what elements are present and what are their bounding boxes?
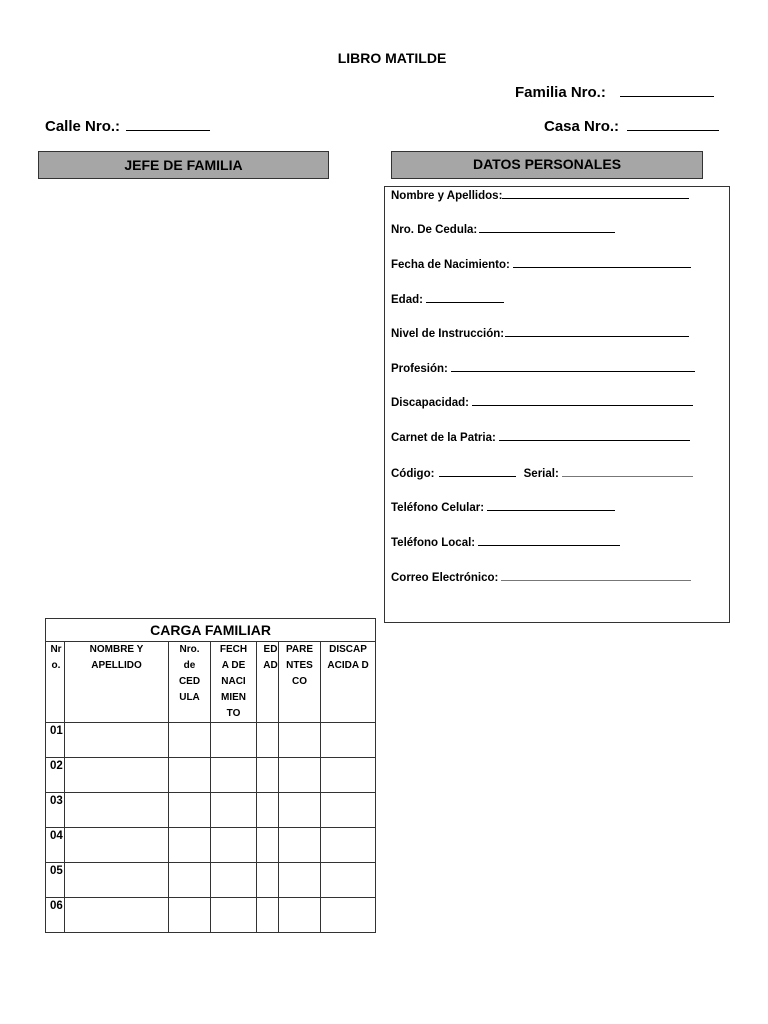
row-number: 06 (46, 898, 65, 933)
casa-label: Casa Nro.: (544, 118, 620, 135)
cell-discapacidad[interactable] (321, 898, 376, 933)
familia-input-line[interactable] (620, 96, 714, 97)
datos-personales-header: DATOS PERSONALES (391, 151, 703, 179)
cell-nombre[interactable] (65, 793, 169, 828)
discapacidad-label: Discapacidad: (391, 397, 469, 409)
cell-cedula[interactable] (169, 723, 211, 758)
nacimiento-input-line[interactable] (513, 267, 691, 268)
instruccion-row (391, 328, 689, 340)
codigo-label: Código: (391, 468, 435, 480)
table-row (46, 758, 376, 793)
carga-familiar-title: CARGA FAMILIAR (46, 619, 376, 642)
table-row (46, 863, 376, 898)
nacimiento-label: Fecha de Nacimiento: (391, 259, 510, 271)
carnet-row (391, 432, 690, 444)
cell-nombre[interactable] (65, 828, 169, 863)
familia-field (515, 84, 714, 101)
local-label: Teléfono Local: (391, 537, 476, 549)
edad-label: Edad: (391, 294, 423, 306)
edad-input-line[interactable] (426, 302, 504, 303)
cell-fecha[interactable] (211, 723, 257, 758)
cell-nombre[interactable] (65, 898, 169, 933)
cell-parentesco[interactable] (279, 828, 321, 863)
edad-row (391, 294, 504, 306)
col-header-discapacidad: DISCAP ACIDA D (321, 642, 376, 723)
cell-nombre[interactable] (65, 723, 169, 758)
cell-parentesco[interactable] (279, 793, 321, 828)
col-header-edad: EDAD (257, 642, 279, 723)
nombre-input-line[interactable] (502, 198, 689, 199)
row-number: 04 (46, 828, 65, 863)
familia-label: Familia Nro.: (515, 84, 606, 101)
profesion-row (391, 363, 695, 375)
cell-nombre[interactable] (65, 758, 169, 793)
carnet-label: Carnet de la Patria: (391, 432, 496, 444)
cedula-input-line[interactable] (479, 232, 615, 233)
celular-row (391, 502, 615, 514)
cell-cedula[interactable] (169, 863, 211, 898)
cell-fecha[interactable] (211, 828, 257, 863)
nombre-label: Nombre y Apellidos: (391, 190, 503, 202)
profesion-input-line[interactable] (451, 371, 695, 372)
serial-input-line[interactable] (562, 476, 693, 477)
cell-cedula[interactable] (169, 898, 211, 933)
table-row (46, 898, 376, 933)
cell-parentesco[interactable] (279, 898, 321, 933)
codigo-serial-row (391, 468, 693, 480)
cell-edad[interactable] (257, 723, 279, 758)
cedula-row (391, 224, 615, 236)
datos-personales-box (384, 186, 730, 623)
cell-discapacidad[interactable] (321, 723, 376, 758)
cell-fecha[interactable] (211, 863, 257, 898)
cell-fecha[interactable] (211, 758, 257, 793)
col-header-nombre: NOMBRE Y APELLIDO (65, 642, 169, 723)
col-header-cedula: Nro. de CED ULA (169, 642, 211, 723)
row-number: 03 (46, 793, 65, 828)
local-input-line[interactable] (478, 545, 620, 546)
nacimiento-row (391, 259, 691, 271)
calle-input-line[interactable] (126, 130, 210, 131)
instruccion-label: Nivel de Instrucción: (391, 328, 505, 340)
calle-field (45, 118, 210, 135)
cell-edad[interactable] (257, 863, 279, 898)
cell-discapacidad[interactable] (321, 793, 376, 828)
celular-input-line[interactable] (487, 510, 615, 511)
codigo-input-line[interactable] (439, 476, 516, 477)
nombre-row (391, 190, 689, 202)
instruccion-input-line[interactable] (505, 336, 689, 337)
cell-fecha[interactable] (211, 793, 257, 828)
correo-label: Correo Electrónico: (391, 572, 499, 584)
celular-label: Teléfono Celular: (391, 502, 485, 514)
cell-discapacidad[interactable] (321, 828, 376, 863)
cell-nombre[interactable] (65, 863, 169, 898)
carnet-input-line[interactable] (499, 440, 690, 441)
casa-input-line[interactable] (627, 130, 719, 131)
cell-cedula[interactable] (169, 828, 211, 863)
correo-input-line[interactable] (501, 580, 691, 581)
carga-familiar-table (45, 618, 376, 933)
cell-edad[interactable] (257, 758, 279, 793)
cell-cedula[interactable] (169, 793, 211, 828)
cell-parentesco[interactable] (279, 863, 321, 898)
row-number: 01 (46, 723, 65, 758)
cell-edad[interactable] (257, 793, 279, 828)
serial-label: Serial: (523, 468, 559, 480)
row-number: 02 (46, 758, 65, 793)
correo-row (391, 572, 691, 584)
local-row (391, 537, 620, 549)
col-header-nro: Nro. (46, 642, 65, 723)
col-header-parentesco: PARE NTES CO (279, 642, 321, 723)
cell-cedula[interactable] (169, 758, 211, 793)
cell-fecha[interactable] (211, 898, 257, 933)
cell-edad[interactable] (257, 898, 279, 933)
calle-label: Calle Nro.: (45, 118, 121, 135)
cell-discapacidad[interactable] (321, 758, 376, 793)
row-number: 05 (46, 863, 65, 898)
cell-parentesco[interactable] (279, 758, 321, 793)
table-row (46, 723, 376, 758)
discapacidad-row (391, 397, 693, 409)
profesion-label: Profesión: (391, 363, 448, 375)
cedula-label: Nro. De Cedula: (391, 224, 478, 236)
cell-edad[interactable] (257, 828, 279, 863)
col-header-fecha: FECH A DE NACI MIEN TO (211, 642, 257, 723)
cell-discapacidad[interactable] (321, 863, 376, 898)
jefe-de-familia-header: JEFE DE FAMILIA (38, 151, 329, 179)
table-row (46, 828, 376, 863)
discapacidad-input-line[interactable] (472, 405, 693, 406)
document-title: LIBRO MATILDE (337, 50, 447, 66)
cell-parentesco[interactable] (279, 723, 321, 758)
table-row (46, 793, 376, 828)
casa-field (544, 118, 719, 135)
